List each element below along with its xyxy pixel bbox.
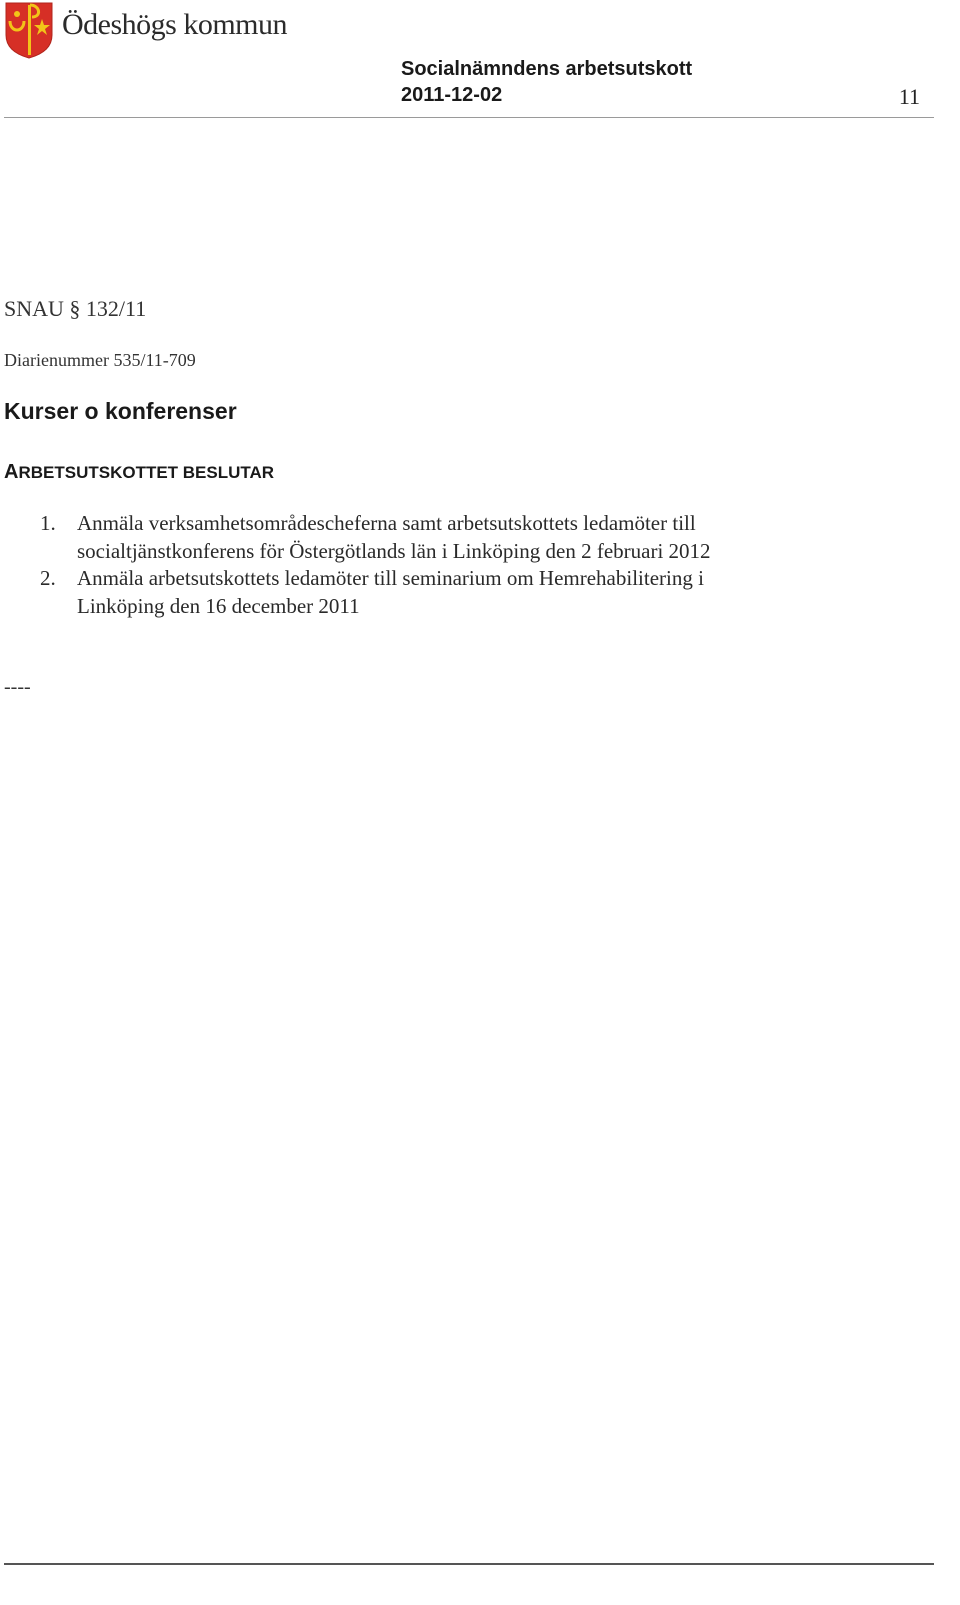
- list-item: [40, 565, 760, 620]
- list-item-text: Anmäla arbetsutskottets ledamöter till seminarium om Hemrehabilitering i Linköping den 16 december 2011: [77, 566, 704, 618]
- committee-name: Socialnämndens arbetsutskott: [401, 58, 693, 80]
- page-number: 11: [898, 84, 920, 109]
- header-divider: [4, 117, 934, 118]
- meeting-date: 2011-12-02: [401, 84, 503, 106]
- municipal-coat-of-arms-icon: [4, 1, 54, 59]
- section-end-marker: ----: [4, 676, 31, 698]
- municipality-name: Ödeshögs kommun: [62, 8, 287, 41]
- case-reference: SNAU § 132/11: [4, 296, 147, 321]
- section-title: Kurser o konferenser: [4, 398, 237, 424]
- decision-heading-initial: A: [4, 461, 19, 483]
- diary-number: Diarienummer 535/11-709: [4, 350, 196, 370]
- list-item-number: 2.: [40, 566, 56, 590]
- decision-list: [40, 510, 760, 620]
- footer-divider: [4, 1563, 934, 1565]
- decision-heading-rest: RBETSUTSKOTTET BESLUTAR: [18, 463, 275, 482]
- list-item: [40, 510, 760, 565]
- list-item-number: 1.: [40, 511, 56, 535]
- decision-heading: [4, 461, 274, 484]
- list-item-text: Anmäla verksamhetsområdescheferna samt arbetsutskottets ledamöter till socialtjänstkonferens för Östergötlands län i Linköping den 2 februari 2012: [77, 511, 711, 563]
